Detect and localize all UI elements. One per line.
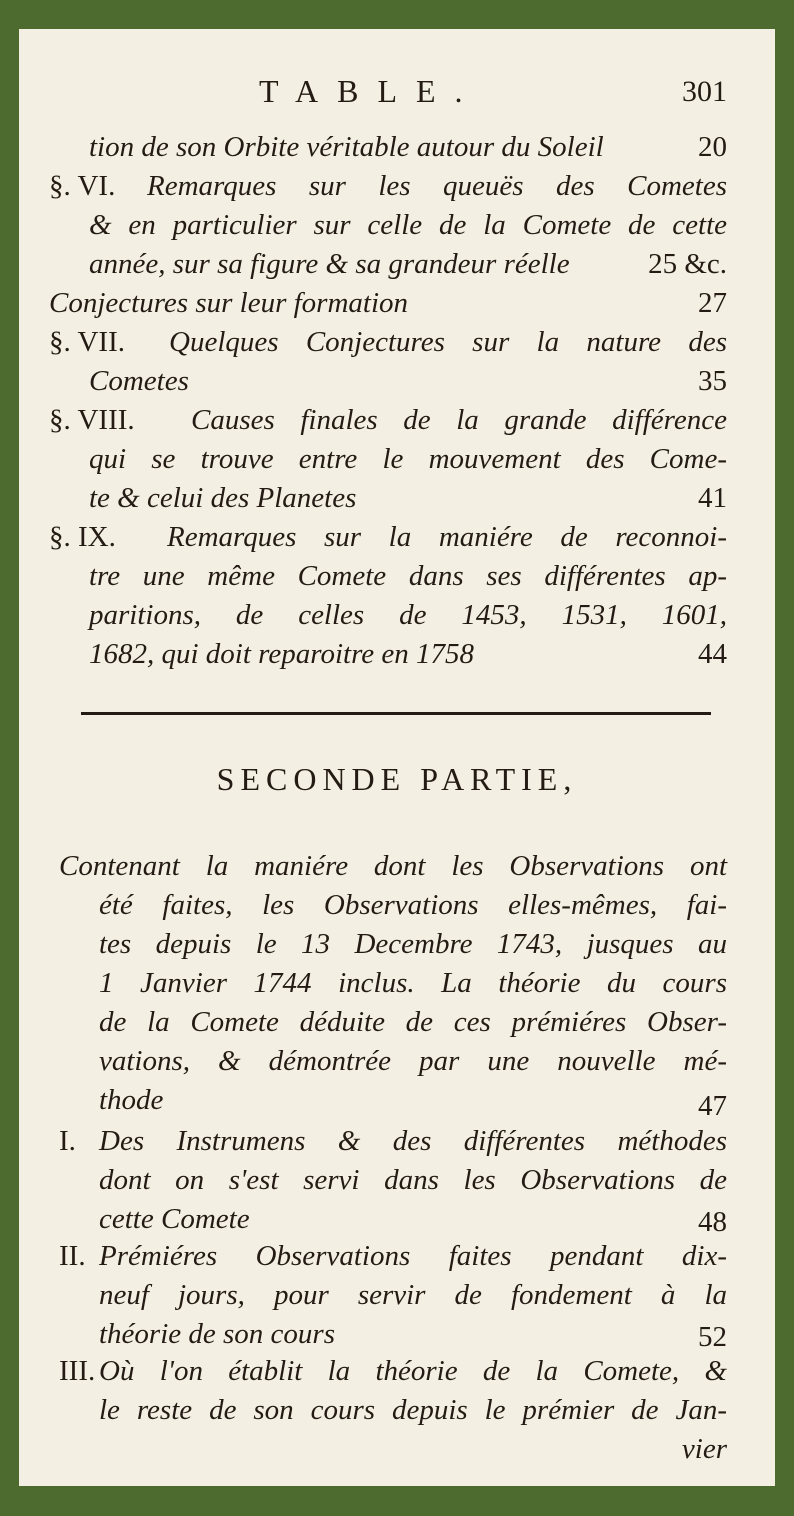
toc-line: Des Instrumens & des différentes méthodes	[99, 1125, 727, 1157]
section-number: I.	[59, 1125, 76, 1157]
toc-line: tion de son Orbite véritable autour du Soleil	[89, 131, 604, 163]
page-number: 301	[682, 75, 727, 108]
toc-page: 20	[698, 131, 727, 163]
section-number: §. VII.	[49, 326, 125, 358]
section-number: II.	[59, 1240, 86, 1272]
toc-line: vations, & démontrée par une nouvelle mé-	[99, 1045, 727, 1077]
toc-line: été faites, les Observations elles-mêmes, fai-	[99, 889, 727, 921]
toc-line: paritions, de celles de 1453, 1531, 1601,	[89, 599, 727, 631]
toc-line: Où l'on établit la théorie de la Comete, &	[99, 1355, 727, 1387]
toc-line: 1 Janvier 1744 inclus. La théorie du cours	[99, 967, 727, 999]
page-header	[19, 73, 775, 113]
toc-page: 44	[698, 638, 727, 670]
toc-line: & en particulier sur celle de la Comete de cette	[89, 209, 727, 241]
toc-line: vier	[681, 1433, 727, 1465]
toc-line: tre une même Comete dans ses différentes ap-	[89, 560, 727, 592]
toc-line: cette Comete	[99, 1203, 250, 1235]
toc-page: 35	[698, 365, 727, 397]
toc-page: 52	[698, 1321, 727, 1353]
toc-line: thode	[99, 1084, 164, 1116]
section-number: §. IX.	[49, 521, 116, 553]
book-page	[19, 29, 775, 1486]
toc-line: le reste de son cours depuis le prémier de Jan-	[99, 1394, 727, 1426]
section-divider	[81, 712, 711, 715]
toc-page: 41	[698, 482, 727, 514]
toc-page: 25 &c.	[648, 248, 727, 280]
section-number: §. VI.	[49, 170, 116, 202]
toc-line: Conjectures sur leur formation	[49, 287, 409, 319]
section-number: III.	[59, 1355, 96, 1387]
toc-line: tes depuis le 13 Decembre 1743, jusques au	[99, 928, 727, 960]
toc-line: Quelques Conjectures sur la nature des	[169, 326, 727, 358]
toc-line: 1682, qui doit reparoitre en 1758	[89, 638, 475, 670]
running-title: TABLE.	[259, 73, 482, 109]
toc-line: qui se trouve entre le mouvement des Come-	[89, 443, 727, 475]
toc-line: Prémiéres Observations faites pendant dix-	[99, 1240, 727, 1272]
toc-line: de la Comete déduite de ces prémiéres Obser-	[99, 1006, 727, 1038]
toc-line: neuf jours, pour servir de fondement à la	[99, 1279, 727, 1311]
toc-line: théorie de son cours	[99, 1318, 335, 1350]
toc-line: année, sur sa figure & sa grandeur réelle	[89, 248, 570, 280]
part-title: SECONDE PARTIE,	[216, 761, 578, 797]
toc-page: 47	[698, 1090, 727, 1122]
toc-line: Remarques sur la maniére de reconnoi-	[167, 521, 727, 553]
toc-page: 48	[698, 1206, 727, 1238]
toc-line: te & celui des Planetes	[89, 482, 357, 514]
toc-line: Cometes	[89, 365, 189, 397]
toc-line: Remarques sur les queuës des Cometes	[147, 170, 727, 202]
toc-line: dont on s'est servi dans les Observations de	[99, 1164, 727, 1196]
toc-page: 27	[698, 287, 727, 319]
toc-line: Causes finales de la grande différence	[191, 404, 727, 436]
section-number: §. VIII.	[49, 404, 135, 436]
toc-line: Contenant la maniére dont les Observations ont	[59, 850, 727, 882]
